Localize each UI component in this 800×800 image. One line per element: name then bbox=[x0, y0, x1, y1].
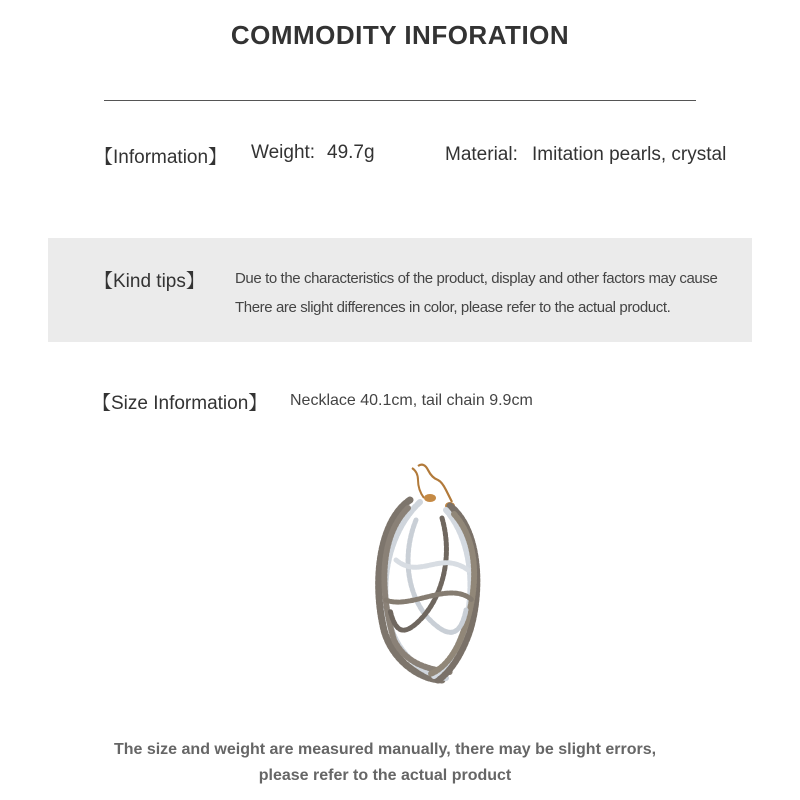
information-label: 【Information】 bbox=[94, 147, 228, 168]
material-label: Material: bbox=[445, 144, 518, 165]
kind-tips-line-1: Due to the characteristics of the product, display and other factors may cause bbox=[235, 270, 718, 287]
footer-note-line-1: The size and weight are measured manually, there may be slight errors, bbox=[113, 741, 657, 758]
material-value: Imitation pearls, crystal bbox=[532, 144, 727, 165]
weight-label: Weight: bbox=[251, 142, 316, 163]
footer-note-line-2: please refer to the actual product bbox=[258, 767, 512, 784]
weight-value: 49.7g bbox=[327, 142, 375, 163]
size-information-label: 【Size Information】 bbox=[92, 393, 268, 414]
necklace-product-image bbox=[350, 460, 500, 690]
kind-tips-label: 【Kind tips】 bbox=[94, 271, 205, 292]
size-information-value: Necklace 40.1cm, tail chain 9.9cm bbox=[290, 392, 533, 409]
kind-tips-line-2: There are slight differences in color, please refer to the actual product. bbox=[235, 299, 671, 316]
page-title: COMMODITY INFORATION bbox=[230, 20, 570, 50]
title-divider bbox=[104, 100, 696, 101]
